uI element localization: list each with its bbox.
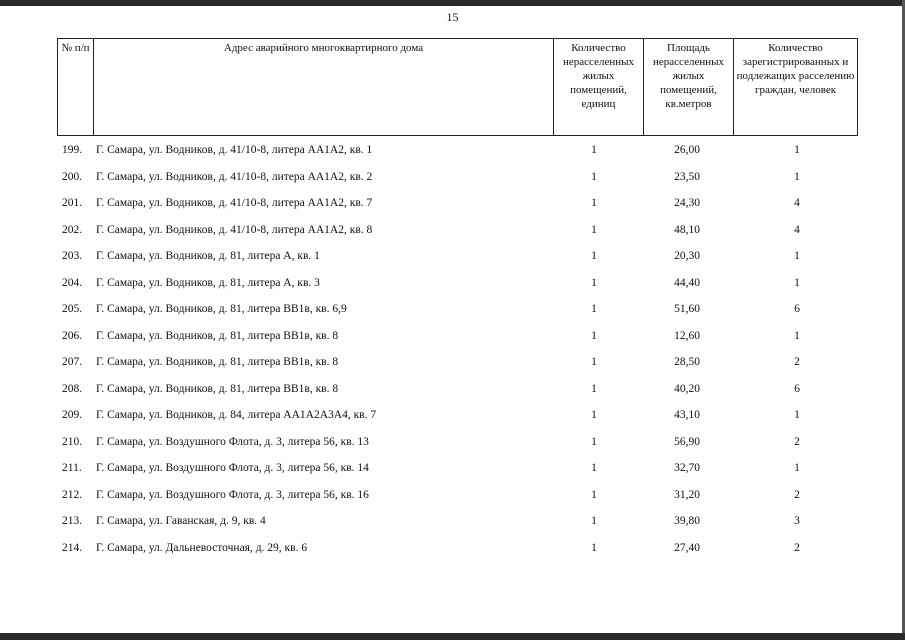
row-area: 27,40: [674, 541, 700, 554]
row-people: 1: [794, 250, 800, 262]
row-number: 201.: [62, 197, 83, 209]
header-address: Адрес аварийного многоквартирного дома: [94, 39, 554, 136]
row-units: 1: [591, 356, 597, 368]
row-address: Г. Самара, ул. Водников, д. 41/10-8, литера АА1А2, кв. 8: [96, 223, 373, 236]
table-row: [57, 217, 857, 244]
table-row: [57, 323, 857, 350]
row-address: Г. Самара, ул. Воздушного Флота, д. 3, литера 56, кв. 16: [96, 488, 369, 501]
row-people: 2: [794, 488, 800, 501]
row-people: 1: [794, 409, 800, 421]
row-area: 24,30: [674, 197, 700, 209]
row-area: 26,00: [674, 144, 700, 156]
row-units: 1: [591, 488, 597, 501]
row-address: Г. Самара, ул. Гаванская, д. 9, кв. 4: [96, 515, 266, 527]
row-units: 1: [591, 329, 597, 342]
row-address: Г. Самара, ул. Водников, д. 81, литера ВВ1в, кв. 8: [96, 356, 339, 368]
row-units: 1: [591, 303, 597, 315]
row-people: 1: [794, 170, 800, 183]
row-area: 32,70: [674, 462, 700, 474]
row-units: 1: [591, 409, 597, 421]
table-row: [57, 349, 857, 376]
row-area: 40,20: [674, 382, 700, 395]
row-units: 1: [591, 541, 597, 554]
row-people: 1: [794, 276, 800, 289]
row-address: Г. Самара, ул. Водников, д. 81, литера А, кв. 1: [96, 250, 320, 262]
row-area: 28,50: [674, 356, 700, 368]
row-people: 1: [794, 462, 800, 474]
row-address: Г. Самара, ул. Водников, д. 41/10-8, литера АА1А2, кв. 1: [96, 144, 373, 156]
row-number: 212.: [62, 488, 83, 501]
row-area: 56,90: [674, 435, 700, 448]
table-row: [57, 270, 857, 297]
row-address: Г. Самара, ул. Водников, д. 81, литера ВВ1в, кв. 6,9: [96, 303, 347, 315]
row-number: 205.: [62, 303, 83, 315]
row-units: 1: [591, 197, 597, 209]
row-area: 51,60: [674, 303, 700, 315]
table-row: [57, 482, 857, 509]
row-address: Г. Самара, ул. Водников, д. 84, литера АА1А2А3А4, кв. 7: [96, 409, 377, 421]
top-border: [0, 0, 905, 6]
row-units: 1: [591, 223, 597, 236]
header-num: № п/п: [58, 39, 94, 136]
row-units: 1: [591, 144, 597, 156]
row-units: 1: [591, 276, 597, 289]
row-number: 208.: [62, 382, 83, 395]
row-area: 39,80: [674, 515, 700, 527]
row-number: 214.: [62, 541, 83, 554]
row-number: 203.: [62, 250, 83, 262]
row-number: 202.: [62, 223, 83, 236]
page-number: 15: [446, 10, 459, 24]
table-row: [57, 508, 857, 535]
row-area: 12,60: [674, 329, 700, 342]
table-row: [57, 296, 857, 323]
header-units: Количество нерасселенных жилых помещений, единиц: [554, 39, 644, 136]
table-body: [57, 137, 857, 561]
table-row: [57, 376, 857, 403]
row-address: Г. Самара, ул. Воздушного Флота, д. 3, литера 56, кв. 13: [96, 435, 369, 448]
table-row: [57, 429, 857, 456]
row-area: 48,10: [674, 223, 700, 236]
row-people: 6: [794, 303, 800, 315]
row-units: 1: [591, 462, 597, 474]
row-units: 1: [591, 382, 597, 395]
header-area: Площадь нерасселенных жилых помещений, кв.метров: [644, 39, 734, 136]
row-units: 1: [591, 250, 597, 262]
bottom-border: [0, 633, 905, 640]
row-address: Г. Самара, ул. Водников, д. 81, литера ВВ1в, кв. 8: [96, 382, 339, 395]
row-number: 199.: [62, 144, 83, 156]
row-area: 43,10: [674, 409, 700, 421]
row-people: 2: [794, 356, 800, 368]
table-row: [57, 243, 857, 270]
row-number: 206.: [62, 329, 83, 342]
row-address: Г. Самара, ул. Воздушного Флота, д. 3, литера 56, кв. 14: [96, 462, 369, 474]
row-address: Г. Самара, ул. Водников, д. 81, литера А, кв. 3: [96, 276, 320, 289]
row-people: 4: [794, 197, 800, 209]
row-people: 2: [794, 541, 800, 554]
row-people: 3: [794, 515, 800, 527]
row-number: 204.: [62, 276, 83, 289]
row-number: 209.: [62, 409, 83, 421]
row-people: 1: [794, 144, 800, 156]
row-address: Г. Самара, ул. Водников, д. 81, литера ВВ1в, кв. 8: [96, 329, 339, 342]
table-row: [57, 137, 857, 164]
row-units: 1: [591, 170, 597, 183]
row-address: Г. Самара, ул. Водников, д. 41/10-8, литера АА1А2, кв. 7: [96, 197, 373, 209]
row-number: 213.: [62, 515, 83, 527]
row-address: Г. Самара, ул. Дальневосточная, д. 29, кв. 6: [96, 541, 308, 554]
row-people: 1: [794, 329, 800, 342]
row-address: Г. Самара, ул. Водников, д. 41/10-8, литера АА1А2, кв. 2: [96, 170, 373, 183]
row-people: 6: [794, 382, 800, 395]
row-number: 207.: [62, 356, 83, 368]
table-row: [57, 402, 857, 429]
table-row: [57, 164, 857, 191]
row-number: 211.: [62, 462, 82, 474]
table-row: [57, 190, 857, 217]
row-area: 23,50: [674, 170, 700, 183]
row-number: 210.: [62, 435, 83, 448]
row-people: 2: [794, 435, 800, 448]
row-area: 44,40: [674, 276, 700, 289]
row-units: 1: [591, 515, 597, 527]
table-row: [57, 455, 857, 482]
table-header: [57, 38, 858, 136]
header-people: Количество зарегистрированных и подлежащих расселению граждан, человек: [734, 39, 858, 136]
row-people: 4: [794, 223, 800, 236]
row-units: 1: [591, 435, 597, 448]
row-area: 20,30: [674, 250, 700, 262]
row-number: 200.: [62, 170, 83, 183]
row-area: 31,20: [674, 488, 700, 501]
table-row: [57, 535, 857, 562]
